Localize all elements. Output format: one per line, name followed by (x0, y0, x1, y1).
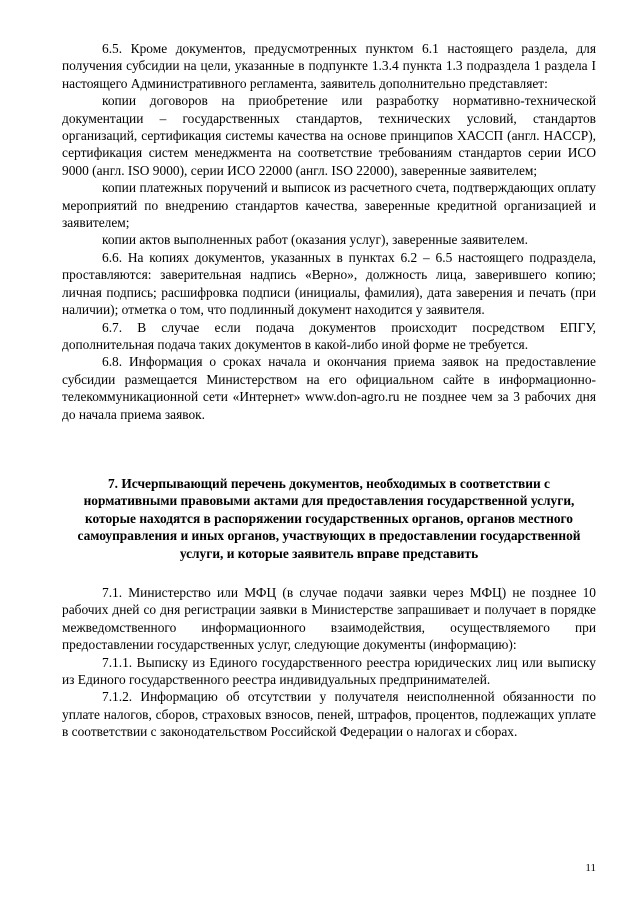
paragraph-7-1-2: 7.1.2. Информацию об отсутствии у получателя неисполненной обязанности по уплате налогов, сборов, страховых взносов, пеней, штрафов, процентов, подлежащих уплате в соответствии с законодательством Российской Федерации о налогах и сборах. (62, 689, 596, 740)
paragraph-6-5: 6.5. Кроме документов, предусмотренных пунктом 6.1 настоящего раздела, для получения субсидии на цели, указанные в подпункте 1.3.4 пункта 1.3 подраздела 1 раздела I настоящего Административного регламента, заявитель дополнительно представляет: (62, 41, 596, 91)
paragraph-contracts-copies: копии договоров на приобретение или разработку нормативно-технической документации – государственных стандартов, технических условий, стандартов организаций, сертификация системы качества на основе принципов ХАССП (англ. HACCP), сертификация систем менеджмента на соответствие требованиям стандартов серии ИСО 9000 (англ. ISO 9000), серии ИСО 22000 (англ. ISO 22000), заверенные заявителем; (62, 93, 596, 178)
paragraph-acts-copies: копии актов выполненных работ (оказания услуг), заверенные заявителем. (102, 232, 528, 248)
paragraph-7-1: 7.1. Министерство или МФЦ (в случае подачи заявки через МФЦ) не позднее 10 рабочих дней со дня регистрации заявки в Министерстве запрашивает и получает в порядке межведомственного информационного взаимодействия, осуществляемого при предоставлении государственных услуг, следующие документы (информацию): (62, 584, 596, 653)
paragraph-6-7: 6.7. В случае если подача документов происходит посредством ЕПГУ, дополнительная подача таких документов в какой-либо иной форме не требуется. (62, 319, 596, 352)
paragraph-6-6: 6.6. На копиях документов, указанных в пунктах 6.2 – 6.5 настоящего подраздела, проставляются: заверительная надпись «Верно», должность лица, заверившего копию; личная подпись; расшифровка подписи (инициалы, фамилия), дата заверения и печать (при наличии); отметка о том, что подлинный документ находится у заявителя. (62, 249, 596, 318)
paragraph-7-1-1: 7.1.1. Выписку из Единого государственного реестра юридических лиц или выписку из Единого государственного реестра индивидуальных предпринимателей. (62, 654, 596, 687)
section-7-heading: 7. Исчерпывающий перечень документов, необходимых в соответствии с нормативными правовыми актами для предоставления государственной услуги, которые находятся в распоряжении государственных органов, органов местного самоуправления и иных органов, участвующих в предоставлении государственной услуги, и которые заявитель вправе представить (77, 475, 581, 561)
paragraph-6-8: 6.8. Информация о сроках начала и окончания приема заявок на предоставление субсидии размещается Министерством на его официальном сайте в информационно-телекоммуникационной сети «Интернет» www.don-agro.ru не позднее чем за 3 рабочих дня до начала приема заявок. (62, 354, 596, 422)
page-number: 11 (585, 862, 596, 874)
document-page (62, 40, 596, 741)
paragraph-payment-copies: копии платежных поручений и выписок из расчетного счета, подтверждающих оплату мероприятий по внедрению стандартов качества, заверенные кредитной организацией и заявителем; (62, 180, 596, 231)
